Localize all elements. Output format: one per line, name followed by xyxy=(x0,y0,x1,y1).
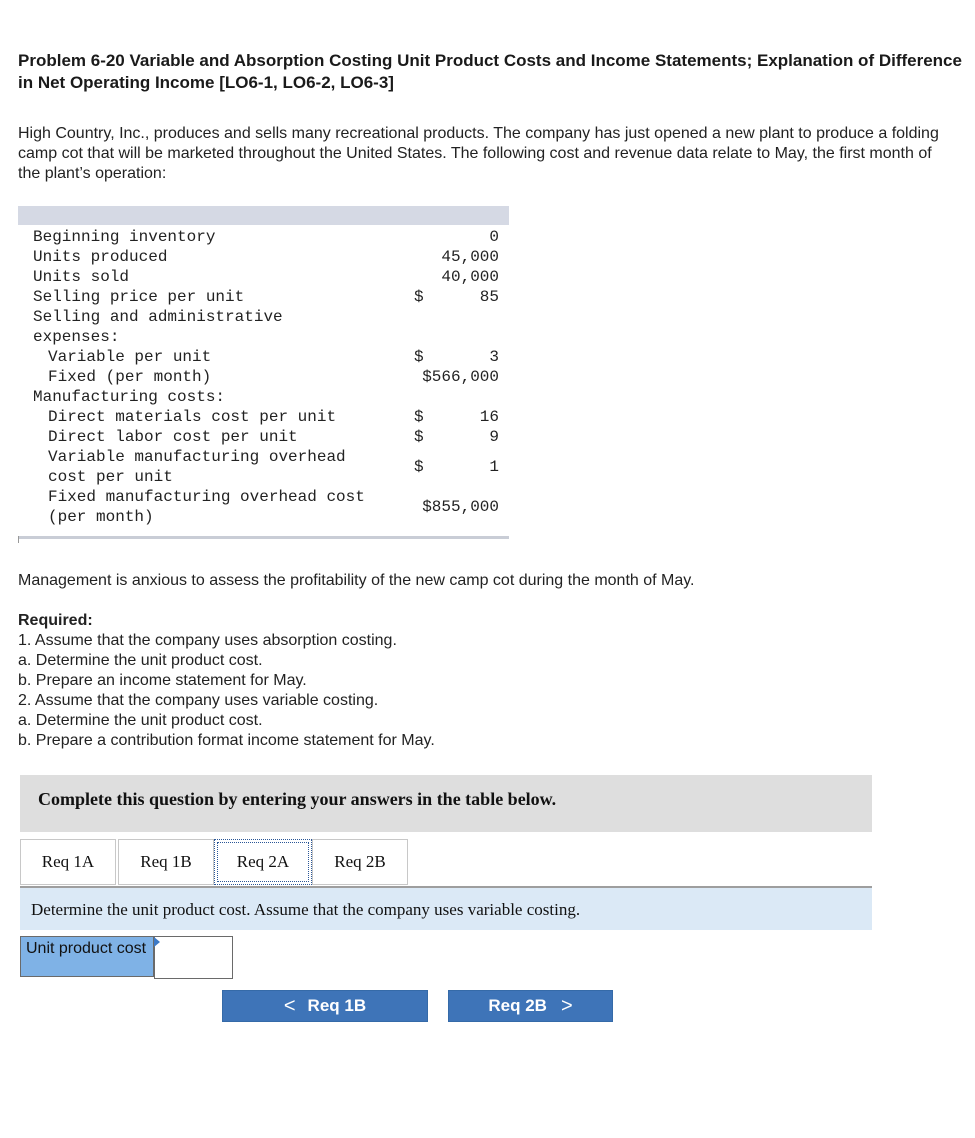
prev-req-button[interactable] xyxy=(222,990,428,1022)
next-req-button[interactable] xyxy=(448,990,613,1022)
chevron-right-icon: > xyxy=(560,994,573,1017)
table-header-band xyxy=(18,206,509,225)
tab-req-2a[interactable]: Req 2A xyxy=(214,839,312,885)
tab-req-2b[interactable]: Req 2B xyxy=(312,839,408,885)
question-text: Determine the unit product cost. Assume that the company uses variable costing. xyxy=(31,900,581,919)
management-text: Management is anxious to assess the profitability of the new camp cot during the month of May. xyxy=(18,572,695,589)
input-marker-icon xyxy=(154,937,160,947)
chevron-left-icon: < xyxy=(283,994,296,1017)
required-item: 1. Assume that the company uses absorption costing. xyxy=(18,632,397,649)
prev-req-label: Req 1B xyxy=(307,996,367,1015)
required-heading: Required: xyxy=(18,612,93,629)
required-item: 2. Assume that the company uses variable costing. xyxy=(18,692,379,709)
required-item: a. Determine the unit product cost. xyxy=(18,652,263,669)
unit-product-cost-label: Unit product cost xyxy=(20,936,154,977)
required-item: b. Prepare a contribution format income statement for May. xyxy=(18,732,435,749)
question-banner xyxy=(20,888,872,930)
problem-title: Problem 6-20 Variable and Absorption Costing Unit Product Costs and Income Statements; Explanation of Difference in Net Operating Income [LO6-1, LO6-2, LO6-3] xyxy=(18,51,962,92)
required-section xyxy=(18,611,435,751)
required-item: a. Determine the unit product cost. xyxy=(18,712,263,729)
instruction-text: Complete this question by entering your answers in the table below. xyxy=(38,789,557,809)
intro-paragraph: High Country, Inc., produces and sells many recreational products. The company has just opened a new plant to produce a folding camp cot that will be marketed throughout the United States. The following cost and revenue data relate to May, the first month of the plant’s operation: xyxy=(18,125,939,182)
required-item: b. Prepare an income statement for May. xyxy=(18,672,307,689)
next-req-label: Req 2B xyxy=(488,996,547,1015)
unit-product-cost-input[interactable] xyxy=(154,936,233,979)
table-bottom-rule xyxy=(18,536,509,539)
tab-req-1a[interactable]: Req 1A xyxy=(20,839,116,885)
instruction-box xyxy=(20,775,872,832)
cost-data-table: Beginning inventory 0 Units produced 45,000 Units sold 40,000 Selling price per unit $ 85 Selling and administrative expenses: Variable per unit $ 3 Fixed (per month) $566,000 Manufacturing costs: Direct materials cost per unit $ 16 Direct labor cost per unit $ 9 Variable manufacturing overhead $ 1 cost per unit Fixed manufacturing overhead cost $855,000 (per month) xyxy=(18,206,509,225)
tab-req-1b[interactable]: Req 1B xyxy=(118,839,214,885)
answer-row xyxy=(20,936,233,979)
